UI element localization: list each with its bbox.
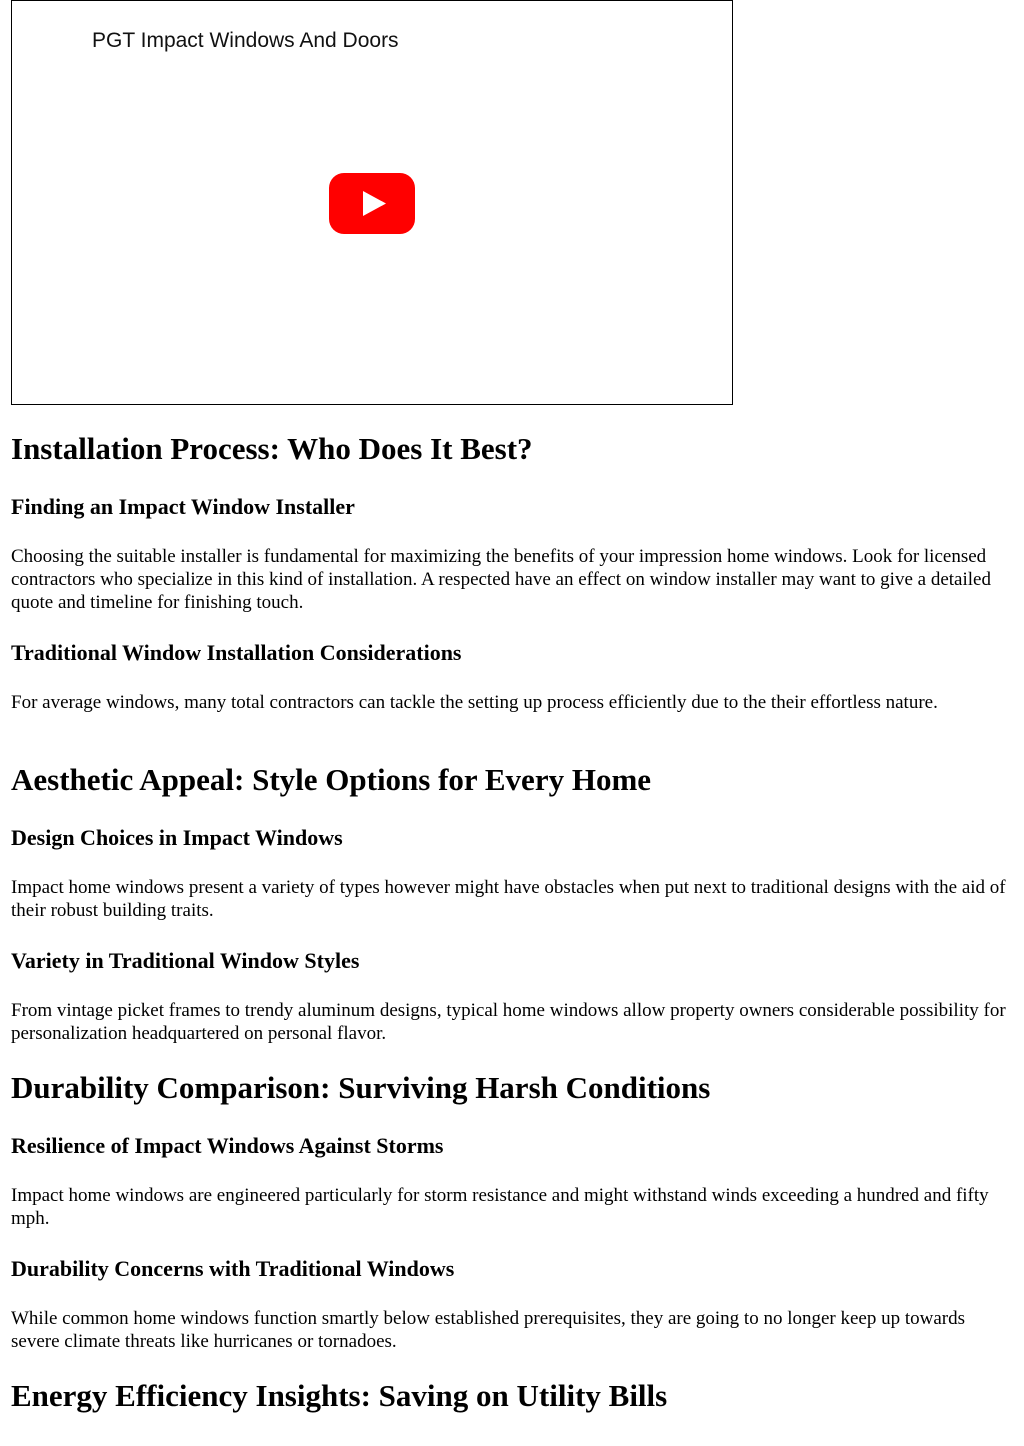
paragraph-variety-styles: From vintage picket frames to trendy aluminum designs, typical home windows allow property owners considerable possibility for personalization headquartered on personal flavor. — [11, 1000, 1006, 1044]
section-heading-energy: Energy Efficiency Insights: Saving on Utility Bills — [11, 1378, 668, 1413]
section-heading-durability: Durability Comparison: Surviving Harsh Conditions — [11, 1070, 711, 1105]
paragraph-durability-concerns: While common home windows function smartly below established prerequisites, they are going to no longer keep up towards severe climate threats like hurricanes or tornadoes. — [11, 1308, 966, 1352]
youtube-play-icon[interactable] — [329, 173, 415, 234]
paragraph-traditional-installation: For average windows, many total contractors can tackle the setting up process efficiently due to the their effortless nature. — [11, 692, 938, 713]
video-embed[interactable] — [11, 0, 733, 405]
video-title[interactable]: PGT Impact Windows And Doors — [92, 29, 399, 52]
subheading-variety-styles: Variety in Traditional Window Styles — [11, 948, 360, 973]
paragraph-design-choices: Impact home windows present a variety of types however might have obstacles when put next to traditional designs with the aid of their robust building traits. — [11, 877, 1006, 921]
subheading-finding-installer: Finding an Impact Window Installer — [11, 494, 355, 519]
paragraph-finding-installer: Choosing the suitable installer is fundamental for maximizing the benefits of your impression home windows. Look for licensed contractors who specialize in this kind of installation. A respected have an effect on window installer may want to give a detailed quote and timeline for finishing touch. — [11, 546, 991, 613]
section-heading-aesthetic: Aesthetic Appeal: Style Options for Every Home — [11, 762, 652, 797]
subheading-design-choices: Design Choices in Impact Windows — [11, 825, 343, 850]
paragraph-resilience: Impact home windows are engineered particularly for storm resistance and might withstand winds exceeding a hundred and fifty mph. — [11, 1185, 989, 1229]
section-heading-installation: Installation Process: Who Does It Best? — [11, 431, 533, 466]
subheading-resilience: Resilience of Impact Windows Against Storms — [11, 1133, 444, 1158]
subheading-durability-concerns: Durability Concerns with Traditional Windows — [11, 1256, 455, 1281]
subheading-traditional-installation: Traditional Window Installation Considerations — [11, 640, 462, 665]
